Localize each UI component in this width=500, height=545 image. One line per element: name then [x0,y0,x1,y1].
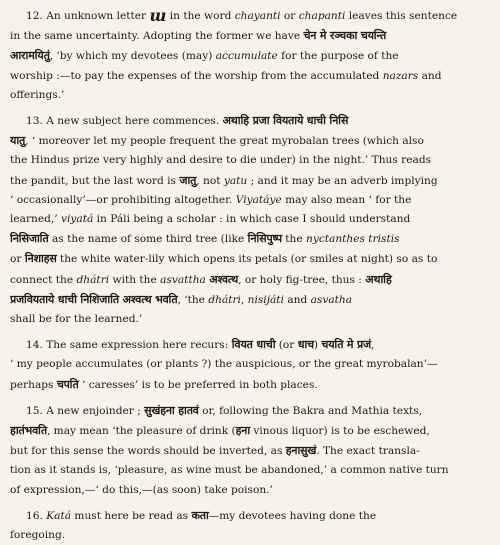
devanagari-text: निसिजाति [10,232,49,246]
devanagari-text: चेन मे रञ्चका चयन्ति [303,29,387,43]
text-run: ; and it may be an adverb implying [247,174,438,187]
italic-term: yatu [223,174,248,187]
paragraph-p15 [10,401,492,500]
text-line [10,210,492,229]
text-line [10,4,492,26]
paragraph-p12 [10,4,492,105]
devanagari-text: चपति [56,377,79,391]
text-run: perhaps [10,378,57,391]
text-run: the Hindus prize very highly and desire to die under) in the night.’ Thus reads [10,154,432,167]
italic-term: accumulate [215,50,278,63]
text-line [10,441,492,461]
italic-term: asvatha [310,293,353,306]
text-line [10,481,492,500]
text-run: in Páli being a scholar : in which case I should understand [93,213,411,226]
paragraph-p16 [10,506,492,545]
text-run: , [370,339,375,352]
devanagari-text: निसिपुष्प [247,232,282,246]
text-run: in the same uncertainty. Adopting the former we have [10,30,304,43]
text-run: vinous liquor) is to be eschewed, [250,425,430,438]
text-run: and [283,293,311,306]
devanagari-text: चयति मे प्रजं [321,338,371,352]
text-line [10,506,492,526]
text-line [10,86,492,105]
text-run: , ‘the [177,293,209,306]
italic-term: nazars [382,69,419,82]
devanagari-text: जातु [179,173,197,187]
text-run: or, following the Bakra and Mathia texts, [198,404,423,417]
text-line [10,461,492,480]
text-line [10,310,492,329]
italic-term: viyatá [61,213,94,226]
text-run: ‘ caresses’ is to be preferred in both places. [78,378,318,391]
text-run: 15. A new enjoinder ; [26,404,145,417]
devanagari-text: वियत धाची [231,338,276,352]
italic-term: Viyatáye [235,193,282,206]
text-run: offerings.’ [10,88,65,101]
text-run: —my devotees having done the [208,509,377,522]
text-run: but for this sense the words should be inverted, as [10,445,286,458]
italic-term: asvattha [160,273,206,286]
devanagari-text: अथाहि [365,272,392,286]
text-line [10,229,492,249]
text-line [10,131,492,151]
text-run: in the word [166,10,235,22]
unknown-letter-glyph: ɯ [149,6,167,25]
text-line [10,191,492,210]
devanagari-text: अश्वत्थ [209,272,239,286]
text-line [10,67,492,86]
text-line [10,290,492,310]
text-line [10,249,492,269]
italic-term: chayanti [234,10,281,22]
text-run: tion as it stands is, ‘pleasure, as wine must be abandoned,’ a common native turn [10,464,449,477]
text-run: connect the [10,273,77,286]
text-run: shall be for the learned.’ [10,313,143,326]
text-line [10,401,492,421]
text-run: , ‘by which my devotees (may) [49,50,216,63]
devanagari-text: आरामयितुं [10,49,50,63]
devanagari-text: धाच [297,338,314,352]
text-run: the white water-lily which opens its petals (or smiles at night) so as to [56,253,438,266]
text-run: ‘ my people accumulates (or plants ?) the auspicious, or the great myrobalan’— [10,358,438,371]
text-run: learned,’ [10,213,62,226]
devanagari-text: यातु [10,134,26,148]
text-line [10,151,492,170]
italic-term: Katá [46,509,72,522]
devanagari-text: अथाहि प्रजा वियताये धाची निसि [222,114,349,128]
text-line [10,26,492,46]
text-line [10,270,492,290]
text-line [10,46,492,66]
text-line [10,526,492,545]
text-run: , ‘ moreover let my people frequent the great myrobalan trees (which also [25,135,424,148]
devanagari-text: हातंभवति [10,424,47,438]
text-run: worship :—to pay the expenses of the worship from the accumulated [10,69,383,82]
devanagari-text: कता [191,508,209,522]
text-line [10,421,492,441]
devanagari-text: प्रजवियताये धाची निशिजाति अश्वत्थ भवति [10,292,178,306]
text-run: , may mean ‘the pleasure of drink ( [46,425,236,438]
text-line [10,111,492,131]
devanagari-text: हना [235,424,251,438]
paragraph-p13 [10,111,492,329]
text-run: as the name of some third tree (like [48,233,248,246]
devanagari-text: सुखंहना हातवं [144,403,199,417]
text-run: (or [275,339,298,352]
paragraph-p14 [10,335,492,395]
text-run: foregoing. [10,529,66,542]
text-run: with the [109,273,161,286]
text-run: the [281,233,307,246]
text-line [10,355,492,374]
text-run: , not [196,174,224,187]
text-run: or [280,10,299,22]
italic-term: chapanti [298,10,346,22]
italic-term: dhátri [76,273,110,286]
text-run: the pandit, but the last word is [10,174,180,187]
text-run: of expression,—‘ do this,—(as soon) take poison.’ [10,483,273,496]
text-run: , or holy fig-tree, thus : [238,273,366,286]
text-run: 13. A new subject here commences. [26,115,223,128]
text-run: and [418,69,442,82]
text-run: 12. An unknown letter [26,10,150,22]
text-run: may also mean ‘ for the [281,193,412,206]
italic-term: nyctanthes tristis [306,233,400,246]
text-run: . The exact transla- [316,445,420,458]
text-run: ‘ occasionally’—or prohibiting altogether. [10,193,236,206]
text-run: must here be read as [71,509,192,522]
devanagari-text: निशाहस [24,252,57,266]
text-line [10,375,492,395]
text-run: leaves this sentence [345,10,458,22]
text-line [10,171,492,191]
text-run: for the purpose of the [277,50,399,63]
text-run: ) [313,339,322,352]
devanagari-text: हनासुखं [285,444,317,458]
text-run: or [10,253,25,266]
text-run: 16. [26,509,47,522]
italic-term: dhátri, nisijáti [208,293,284,306]
text-line [10,335,492,355]
text-run: 14. The same expression here recurs: [26,339,232,352]
